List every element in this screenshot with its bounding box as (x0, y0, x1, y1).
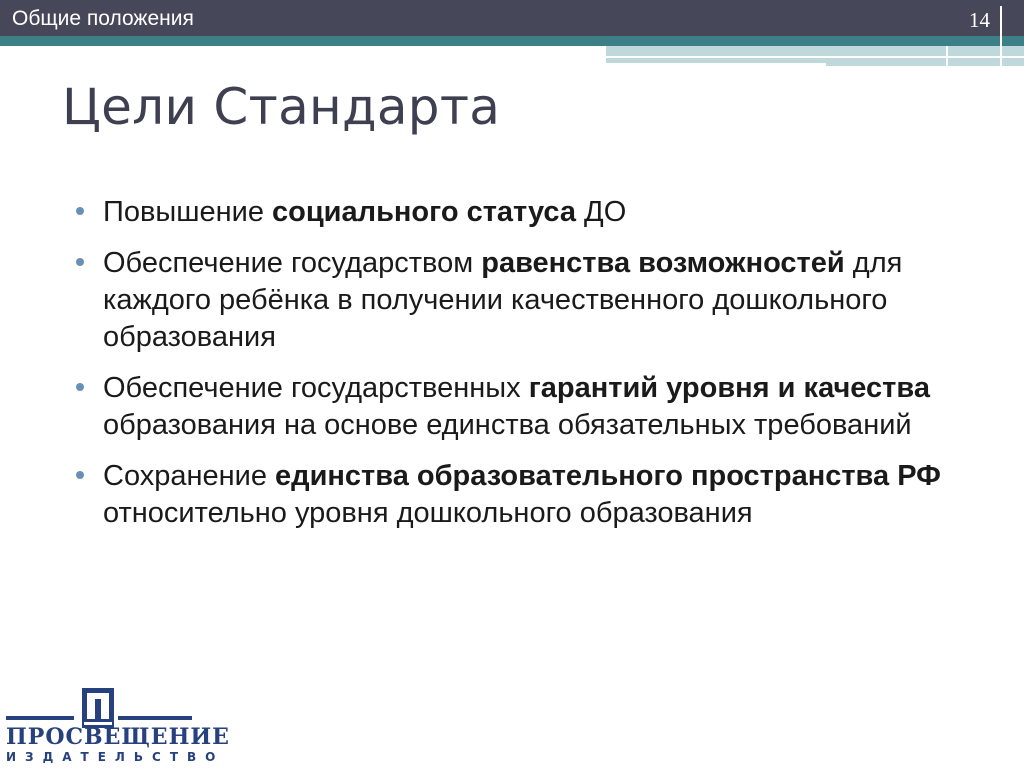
text-fragment: относительно уровня дошкольного образования (103, 497, 753, 529)
decorative-line (606, 63, 826, 66)
bullet-dot-icon (76, 471, 84, 479)
bullet-item (0, 245, 1024, 356)
bullet-list (0, 194, 1024, 546)
logo-line (6, 716, 74, 720)
bullet-item (0, 370, 1024, 444)
bold-phrase: социального статуса (272, 196, 576, 228)
bullet-item (0, 458, 1024, 532)
logo-line (118, 716, 192, 720)
bold-phrase: равенства возможностей (481, 247, 845, 279)
logo-subtitle: ИЗДАТЕЛЬСТВО (6, 750, 225, 764)
bullet-item (0, 194, 1024, 231)
text-fragment: Сохранение (103, 460, 276, 492)
bold-phrase: гарантий уровня и качества (528, 372, 930, 404)
bullet-text (103, 194, 983, 231)
publisher-logo (0, 684, 230, 768)
bullet-dot-icon (76, 258, 84, 266)
text-fragment: ДО (576, 196, 627, 228)
accent-strip (0, 36, 1024, 46)
header-bar (0, 0, 1024, 36)
decorative-line (606, 56, 1024, 58)
section-label: Общие положения (12, 7, 194, 30)
bullet-dot-icon (76, 207, 84, 215)
decorative-line (1000, 6, 1002, 70)
bullet-text (103, 370, 983, 444)
decorative-line (946, 46, 948, 66)
bold-phrase: единства образовательного пространства РФ (275, 460, 941, 492)
text-fragment: Обеспечение государственных (103, 372, 529, 404)
text-fragment: Обеспечение государством (103, 247, 482, 279)
text-fragment: образования на основе единства обязательных требований (103, 409, 912, 441)
text-fragment: для каждого ребёнка в получении качественного дошкольного образования (103, 247, 903, 353)
logo-name: ПРОСВЕЩЕНИЕ (6, 724, 230, 750)
bullet-dot-icon (76, 383, 84, 391)
slide-number: 14 (969, 8, 990, 32)
text-fragment: Повышение (103, 196, 273, 228)
bullet-text (103, 458, 983, 532)
slide-title: Цели Стандарта (62, 78, 501, 136)
bullet-text (103, 245, 983, 356)
